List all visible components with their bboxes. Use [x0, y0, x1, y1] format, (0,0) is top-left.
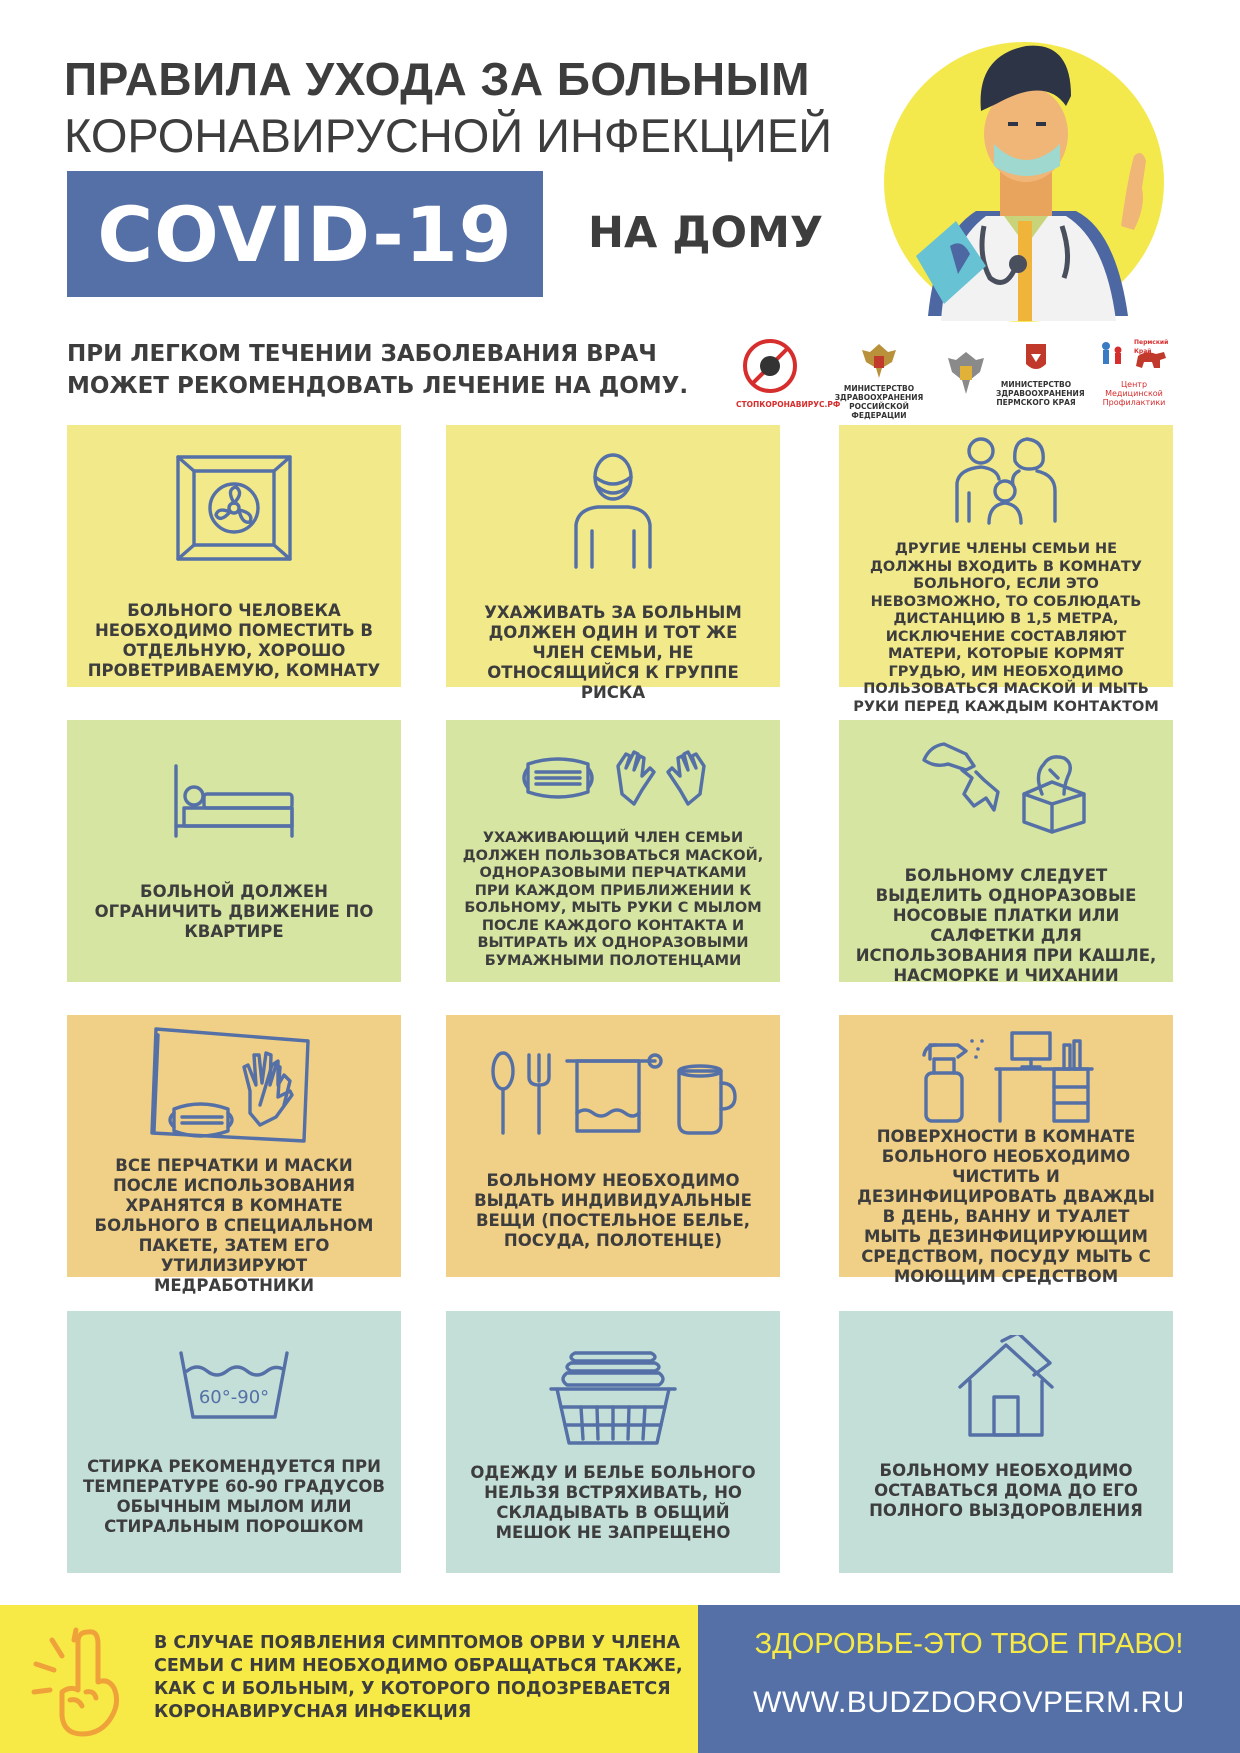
family-icon	[951, 435, 1061, 525]
card-personal-items	[446, 1015, 780, 1277]
card-text: БОЛЬНОМУ СЛЕДУЕТ ВЫДЕЛИТЬ ОДНОРАЗОВЫЕ НОСОВЫЕ ПЛАТКИ ИЛИ САЛФЕТКИ ДЛЯ ИСПОЛЬЗОВАНИЯ ПРИ КАШЛЕ, НАСМОРКЕ И ЧИХАНИИ	[855, 866, 1157, 985]
footer-slogan: ЗДОРОВЬЕ-ЭТО ТВОЕ ПРАВО!	[754, 1628, 1184, 1660]
utensils-towel-cup-icon	[489, 1051, 737, 1139]
intro-line-2: МОЖЕТ РЕКОМЕНДОВАТЬ ЛЕЧЕНИЕ НА ДОМУ.	[67, 373, 689, 399]
tissues-icon	[918, 734, 1094, 834]
card-washing	[67, 1311, 401, 1573]
intro-line-1: ПРИ ЛЕГКОМ ТЕЧЕНИИ ЗАБОЛЕВАНИЯ ВРАЧ	[67, 341, 657, 367]
perm-shield-icon	[996, 342, 1076, 376]
wash-temperature-icon	[177, 1349, 291, 1421]
card-ventilated-room	[67, 425, 401, 687]
at-home-label: НА ДОМУ	[588, 208, 824, 258]
stop-virus-icon	[736, 338, 804, 396]
perm-crest-logo	[944, 350, 988, 400]
eagle-emblem-icon	[826, 340, 932, 380]
card-text: СТИРКА РЕКОМЕНДУЕТСЯ ПРИ ТЕМПЕРАТУРЕ 60-90 ГРАДУСОВ ОБЫЧНЫМ МЫЛОМ ИЛИ СТИРАЛЬНЫМ ПОРОШКОМ	[83, 1457, 385, 1536]
person-mask-icon	[568, 451, 658, 569]
card-one-caregiver	[446, 425, 780, 702]
card-mask-gloves	[446, 720, 780, 982]
card-no-shaking	[446, 1311, 780, 1573]
raised-finger-hand-icon	[24, 1626, 136, 1738]
card-text: ПОВЕРХНОСТИ В КОМНАТЕ БОЛЬНОГО НЕОБХОДИМО ЧИСТИТЬ И ДЕЗИНФИЦИРОВАТЬ ДВАЖДЫ В ДЕНЬ, ВАННУ И ТУАЛЕТ МЫТЬ ДЕЗИНФИЦИРУЮЩИМ СРЕДСТВОМ, ПОСУДУ МЫТЬ С МОЮЩИМ СРЕДСТВОМ	[857, 1127, 1155, 1286]
footer-notice: В СЛУЧАЕ ПОЯВЛЕНИЯ СИМПТОМОВ ОРВИ У ЧЛЕНА СЕМЬИ С НИМ НЕОБХОДИМО ОБРАЩАТЬСЯ ТАКЖЕ, КАК С И БОЛЬНЫМ, У КОТОРОГО ПОДОЗРЕВАЕТСЯ КОРОНАВИРУСНАЯ ИНФЕКЦИЯ	[154, 1633, 683, 1722]
card-limit-movement	[67, 720, 401, 982]
card-text: УХАЖИВАТЬ ЗА БОЛЬНЫМ ДОЛЖЕН ОДИН И ТОТ ЖЕ ЧЛЕН СЕМЬИ, НЕ ОТНОСЯЩИЙСЯ К ГРУППЕ РИСКА	[484, 603, 742, 702]
card-text: БОЛЬНОМУ НЕОБХОДИМО ВЫДАТЬ ИНДИВИДУАЛЬНЫЕ ВЕЩИ (ПОСТЕЛЬНОЕ БЕЛЬЕ, ПОСУДА, ПОЛОТЕНЦЕ)	[474, 1171, 752, 1250]
minzdrav-perm-text: МИНИСТЕРСТВО ЗДРАВООХРАНЕНИЯ ПЕРМСКОГО КРАЯ	[996, 380, 1085, 407]
website-link[interactable]: WWW.BUDZDOROVPERM.RU	[753, 1686, 1185, 1719]
card-text: БОЛЬНОЙ ДОЛЖЕН ОГРАНИЧИТЬ ДВИЖЕНИЕ ПО КВАРТИРЕ	[94, 882, 374, 941]
spray-desk-icon	[916, 1027, 1096, 1123]
card-disposal-bag	[67, 1015, 401, 1295]
stop-coronavirus-logo	[736, 338, 841, 410]
card-stay-home	[839, 1311, 1173, 1573]
intro-text	[67, 338, 707, 402]
doctor-illustration	[866, 16, 1176, 326]
bed-icon	[172, 764, 296, 838]
perm-krai-text: Пермский Край	[1134, 339, 1169, 355]
card-text: ОДЕЖДУ И БЕЛЬЕ БОЛЬНОГО НЕЛЬЗЯ ВСТРЯХИВАТЬ, НО СКЛАДЫВАТЬ В ОБЩИЙ МЕШОК НЕ ЗАПРЕЩЕНО	[470, 1463, 756, 1542]
card-text: БОЛЬНОМУ НЕОБХОДИМО ОСТАВАТЬСЯ ДОМА ДО ЕГО ПОЛНОГО ВЫЗДОРОВЛЕНИЯ	[869, 1461, 1143, 1520]
wash-temperature-label: 60°-90°	[198, 1387, 270, 1408]
cmp-logo	[1094, 338, 1174, 407]
house-icon	[956, 1335, 1056, 1439]
card-text: ДРУГИЕ ЧЛЕНЫ СЕМЬИ НЕ ДОЛЖНЫ ВХОДИТЬ В КОМНАТУ БОЛЬНОГО, ЕСЛИ ЭТО НЕВОЗМОЖНО, ТО СОБЛЮДАТЬ ДИСТАНЦИЮ В 1,5 МЕТРА, ИСКЛЮЧЕНИЕ СОСТАВЛЯЮТ МАТЕРИ, КОТОРЫЕ КОРМЯТ ГРУДЬЮ, ИМ НЕОБХОДИМО ПОЛЬЗОВАТЬСЯ МАСКОЙ И МЫТЬ РУКИ ПЕРЕД КАЖДЫМ КОНТАКТОМ	[853, 541, 1159, 715]
bag-mask-gloves-icon	[144, 1025, 324, 1145]
card-text: БОЛЬНОГО ЧЕЛОВЕКА НЕОБХОДИМО ПОМЕСТИТЬ В ОТДЕЛЬНУЮ, ХОРОШО ПРОВЕТРИВАЕМУЮ, КОМНАТУ	[87, 601, 381, 680]
title-line-2: КОРОНАВИРУСНОЙ ИНФЕКЦИЕЙ	[64, 109, 833, 162]
card-text: УХАЖИВАЮЩИЙ ЧЛЕН СЕМЬИ ДОЛЖЕН ПОЛЬЗОВАТЬСЯ МАСКОЙ, ОДНОРАЗОВЫМИ ПЕРЧАТКАМИ ПРИ КАЖДОМ ПРИБЛИЖЕНИИ К БОЛЬНОМУ, МЫТЬ РУКИ С МЫЛОМ ПОСЛЕ КАЖДОГО КОНТАКТА И ВЫТИРАТЬ ИХ ОДНОРАЗОВЫМИ БУМАЖНЫМИ ПОЛОТЕНЦАМИ	[462, 830, 764, 969]
minzdrav-rf-text: МИНИСТЕРСТВО ЗДРАВООХРАНЕНИЯ РОССИЙСКОЙ ФЕДЕРАЦИИ	[834, 384, 924, 420]
minzdrav-perm-logo	[996, 342, 1085, 407]
covid-label: COVID-19	[97, 189, 513, 279]
stop-logo-text: СТОПКОРОНАВИРУС.РФ	[736, 400, 841, 409]
title-line-1: ПРАВИЛА УХОДА ЗА БОЛЬНЫМ	[64, 53, 810, 105]
window-fan-icon	[174, 455, 294, 563]
card-text: ВСЕ ПЕРЧАТКИ И МАСКИ ПОСЛЕ ИСПОЛЬЗОВАНИЯ ХРАНЯТСЯ В КОМНАТЕ БОЛЬНОГО В СПЕЦИАЛЬНОМ ПАКЕТЕ, ЗАТЕМ ЕГО УТИЛИЗИРУЮТ МЕДРАБОТНИКИ	[94, 1156, 374, 1295]
card-disinfection	[839, 1015, 1173, 1286]
mask-gloves-icon	[518, 746, 708, 810]
crest-icon	[944, 350, 988, 396]
card-family-distance	[839, 425, 1173, 715]
cmp-text: Центр Медицинской Профилактики	[1102, 380, 1166, 407]
minzdrav-rf-logo	[826, 340, 932, 420]
laundry-basket-icon	[547, 1347, 679, 1447]
card-tissues	[839, 720, 1173, 985]
